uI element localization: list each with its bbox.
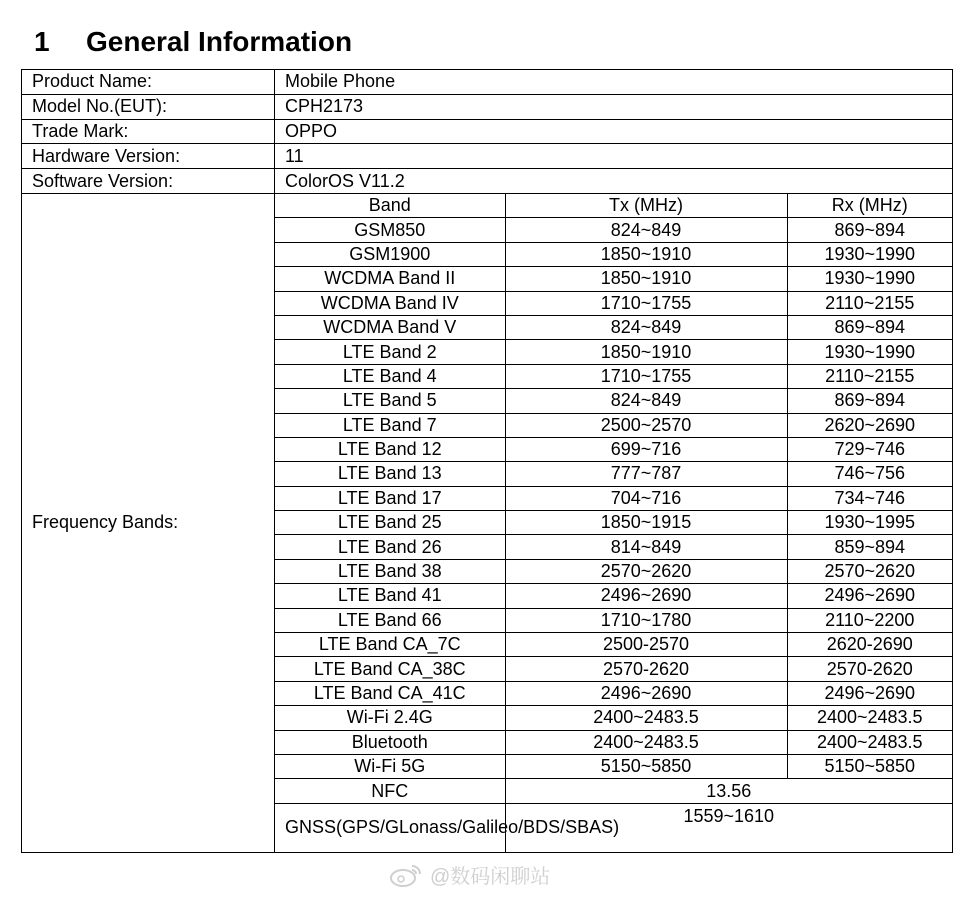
tx-range: 1710~1780 [505,608,787,632]
info-label: Model No.(EUT): [22,94,275,119]
info-value: ColorOS V11.2 [275,169,953,194]
header-tx: Tx (MHz) [505,194,787,218]
band-row [275,389,952,413]
band-name: Wi-Fi 5G [275,754,505,778]
info-value: Mobile Phone [275,70,953,95]
band-row [275,633,952,657]
info-row [22,119,953,144]
tx-range: 2496~2690 [505,681,787,705]
band-name: LTE Band 26 [275,535,505,559]
tx-range: 2570-2620 [505,657,787,681]
tx-range: 1710~1755 [505,364,787,388]
tx-range: 1710~1755 [505,291,787,315]
rx-range: 1930~1990 [787,242,952,266]
band-name: WCDMA Band II [275,267,505,291]
band-name: LTE Band 41 [275,584,505,608]
header-rx: Rx (MHz) [787,194,952,218]
band-name: WCDMA Band V [275,315,505,339]
rx-range: 869~894 [787,315,952,339]
tx-range: 824~849 [505,315,787,339]
frequency-bands-cell [275,193,953,852]
rx-range: 869~894 [787,218,952,242]
band-name: LTE Band 7 [275,413,505,437]
tx-range: 1850~1910 [505,242,787,266]
rx-range: 2110~2155 [787,364,952,388]
tx-range: 5150~5850 [505,754,787,778]
rx-range: 2400~2483.5 [787,706,952,730]
band-name: LTE Band 4 [275,364,505,388]
frequency-bands-table [275,194,952,852]
info-row [22,169,953,194]
rx-range: 2570~2620 [787,559,952,583]
rx-range: 2496~2690 [787,584,952,608]
frequency-row [22,193,953,852]
band-row [275,535,952,559]
band-row [275,559,952,583]
band-name: GSM1900 [275,242,505,266]
nfc-value: 13.56 [505,779,952,803]
band-name: LTE Band 38 [275,559,505,583]
rx-range: 734~746 [787,486,952,510]
tx-range: 1850~1915 [505,511,787,535]
rx-range: 2570-2620 [787,657,952,681]
tx-range: 777~787 [505,462,787,486]
rx-range: 2620~2690 [787,413,952,437]
section-title: General Information [86,26,353,57]
band-name: Bluetooth [275,730,505,754]
band-name: LTE Band CA_41C [275,681,505,705]
gnss-band: GNSS(GPS/GLonass/Galileo/BDS/SBAS) [275,803,505,852]
band-row [275,608,952,632]
tx-range: 1850~1910 [505,340,787,364]
band-name: LTE Band CA_38C [275,657,505,681]
bands-header-row [275,194,952,218]
section-heading [34,26,352,58]
rx-range: 2496~2690 [787,681,952,705]
nfc-band: NFC [275,779,505,803]
band-row [275,730,952,754]
band-row [275,681,952,705]
info-label: Product Name: [22,70,275,95]
band-name: Wi-Fi 2.4G [275,706,505,730]
info-row [22,144,953,169]
rx-range: 2620-2690 [787,633,952,657]
gnss-row [275,803,952,852]
rx-range: 2400~2483.5 [787,730,952,754]
rx-range: 2110~2155 [787,291,952,315]
rx-range: 1930~1990 [787,267,952,291]
band-row [275,706,952,730]
tx-range: 824~849 [505,389,787,413]
watermark-text: @数码闲聊站 [430,866,551,888]
rx-range: 1930~1995 [787,511,952,535]
nfc-row [275,779,952,803]
band-row [275,413,952,437]
tx-range: 814~849 [505,535,787,559]
tx-range: 2570~2620 [505,559,787,583]
band-name: LTE Band 2 [275,340,505,364]
rx-range: 859~894 [787,535,952,559]
info-label: Hardware Version: [22,144,275,169]
info-label: Trade Mark: [22,119,275,144]
band-name: GSM850 [275,218,505,242]
tx-range: 1850~1910 [505,267,787,291]
band-name: LTE Band 17 [275,486,505,510]
band-row [275,657,952,681]
rx-range: 2110~2200 [787,608,952,632]
section-number: 1 [34,26,50,57]
weibo-logo-icon [388,862,424,888]
band-row [275,364,952,388]
band-row [275,267,952,291]
info-row [22,94,953,119]
tx-range: 2496~2690 [505,584,787,608]
band-row [275,340,952,364]
info-value: 11 [275,144,953,169]
rx-range: 1930~1990 [787,340,952,364]
band-row [275,242,952,266]
band-name: LTE Band 5 [275,389,505,413]
band-row [275,437,952,461]
tx-range: 2500-2570 [505,633,787,657]
band-row [275,218,952,242]
general-info-table [21,69,953,853]
tx-range: 2400~2483.5 [505,730,787,754]
watermark [388,860,550,889]
tx-range: 2500~2570 [505,413,787,437]
band-row [275,511,952,535]
band-name: WCDMA Band IV [275,291,505,315]
band-name: LTE Band 25 [275,511,505,535]
gnss-value: 1559~1610 [505,803,952,852]
rx-range: 746~756 [787,462,952,486]
info-row [22,70,953,95]
band-name: LTE Band 12 [275,437,505,461]
rx-range: 729~746 [787,437,952,461]
info-value: OPPO [275,119,953,144]
tx-range: 704~716 [505,486,787,510]
band-name: LTE Band 13 [275,462,505,486]
band-name: LTE Band CA_7C [275,633,505,657]
header-band: Band [275,194,505,218]
band-row [275,486,952,510]
tx-range: 699~716 [505,437,787,461]
tx-range: 2400~2483.5 [505,706,787,730]
band-name: LTE Band 66 [275,608,505,632]
rx-range: 5150~5850 [787,754,952,778]
tx-range: 824~849 [505,218,787,242]
rx-range: 869~894 [787,389,952,413]
info-value: CPH2173 [275,94,953,119]
frequency-bands-label: Frequency Bands: [22,193,275,852]
band-row [275,291,952,315]
band-row [275,584,952,608]
band-row [275,754,952,778]
band-row [275,462,952,486]
band-row [275,315,952,339]
info-label: Software Version: [22,169,275,194]
